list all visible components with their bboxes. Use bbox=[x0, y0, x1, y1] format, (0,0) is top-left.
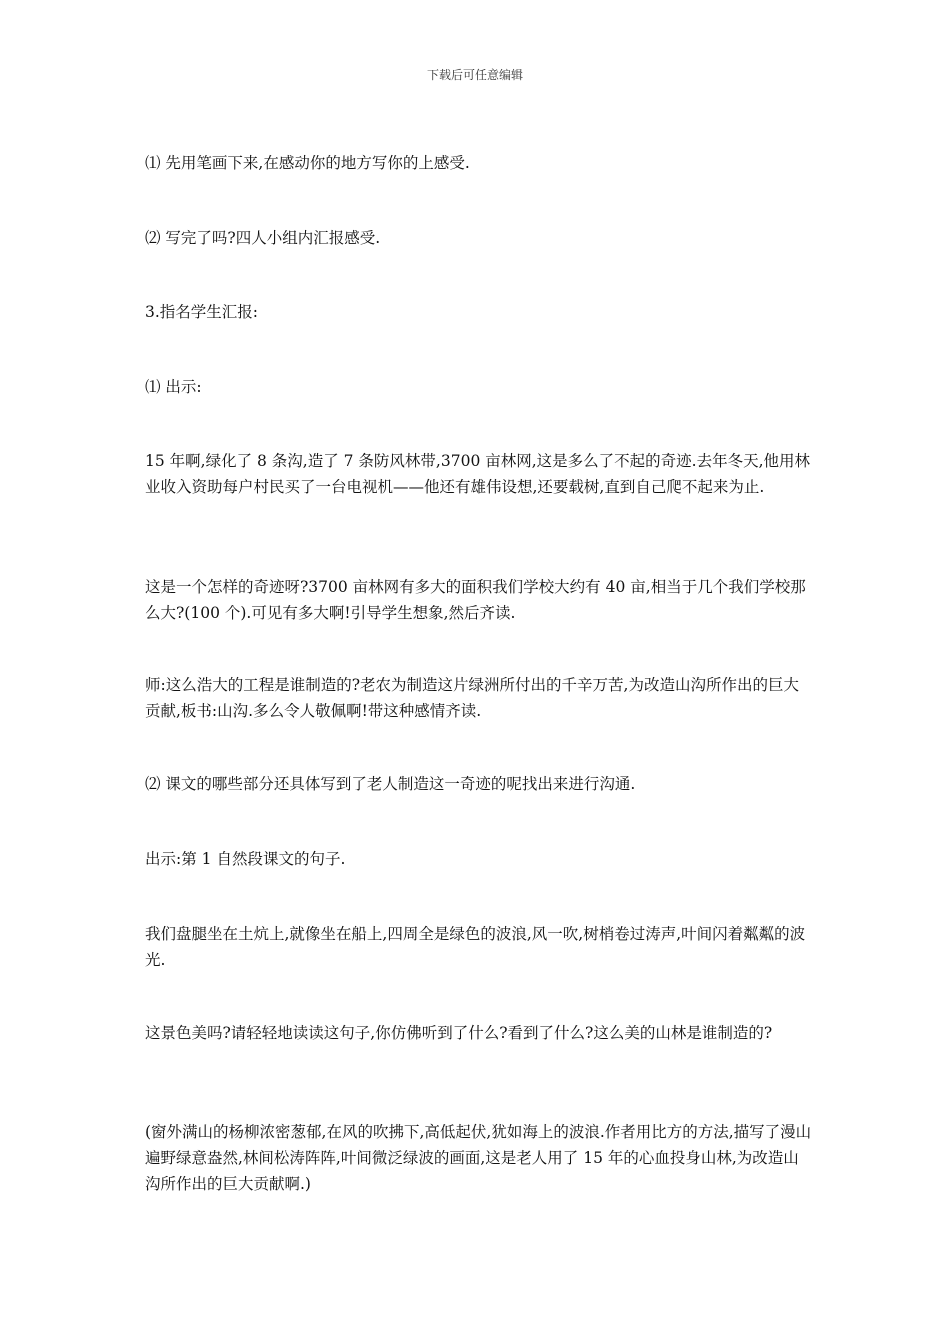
paragraph-6: 这是一个怎样的奇迹呀?3700 亩林网有多大的面积我们学校大约有 40 亩,相当于几个我们学校那么大?(100 个).可见有多大啊!引导学生想象,然后齐读. bbox=[145, 578, 806, 622]
paragraph-11: 这景色美吗?请轻轻地读读这句子,你仿佛听到了什么?看到了什么?这么美的山林是谁制造的? bbox=[145, 1024, 773, 1042]
paragraph-2: ⑵ 写完了吗?四人小组内汇报感受. bbox=[145, 229, 381, 247]
paragraph-4: ⑴ 出示: bbox=[145, 378, 202, 396]
paragraph-8: ⑵ 课文的哪些部分还具体写到了老人制造这一奇迹的呢找出来进行沟通. bbox=[145, 775, 636, 793]
page-header: 下载后可任意编辑 bbox=[426, 68, 523, 82]
paragraph-3: 3.指名学生汇报: bbox=[145, 303, 259, 321]
paragraph-12: (窗外满山的杨柳浓密葱郁,在风的吹拂下,高低起伏,犹如海上的波浪.作者用比方的方法,描写了漫山遍野绿意盎然,林间松涛阵阵,叶间微泛绿波的画面,这是老人用了 15 年的心血投身山林,为改造山沟所作出的巨大贡献啊.) bbox=[145, 1123, 812, 1193]
paragraph-7: 师:这么浩大的工程是谁制造的?老农为制造这片绿洲所付出的千辛万苦,为改造山沟所作出的巨大贡献,板书:山沟.多么令人敬佩啊!带这种感情齐读. bbox=[145, 676, 799, 720]
paragraph-10: 我们盘腿坐在土炕上,就像坐在船上,四周全是绿色的波浪,风一吹,树梢卷过涛声,叶间闪着粼粼的波光. bbox=[145, 925, 806, 969]
paragraph-9: 出示:第 1 自然段课文的句子. bbox=[145, 850, 346, 868]
paragraph-1: ⑴ 先用笔画下来,在感动你的地方写你的上感受. bbox=[145, 154, 470, 172]
paragraph-5: 15 年啊,绿化了 8 条沟,造了 7 条防风林带,3700 亩林网,这是多么了不起的奇迹.去年冬天,他用林业收入资助每户村民买了一台电视机——他还有雄伟设想,还要载树,直到自己爬不起来为止. bbox=[145, 452, 811, 496]
